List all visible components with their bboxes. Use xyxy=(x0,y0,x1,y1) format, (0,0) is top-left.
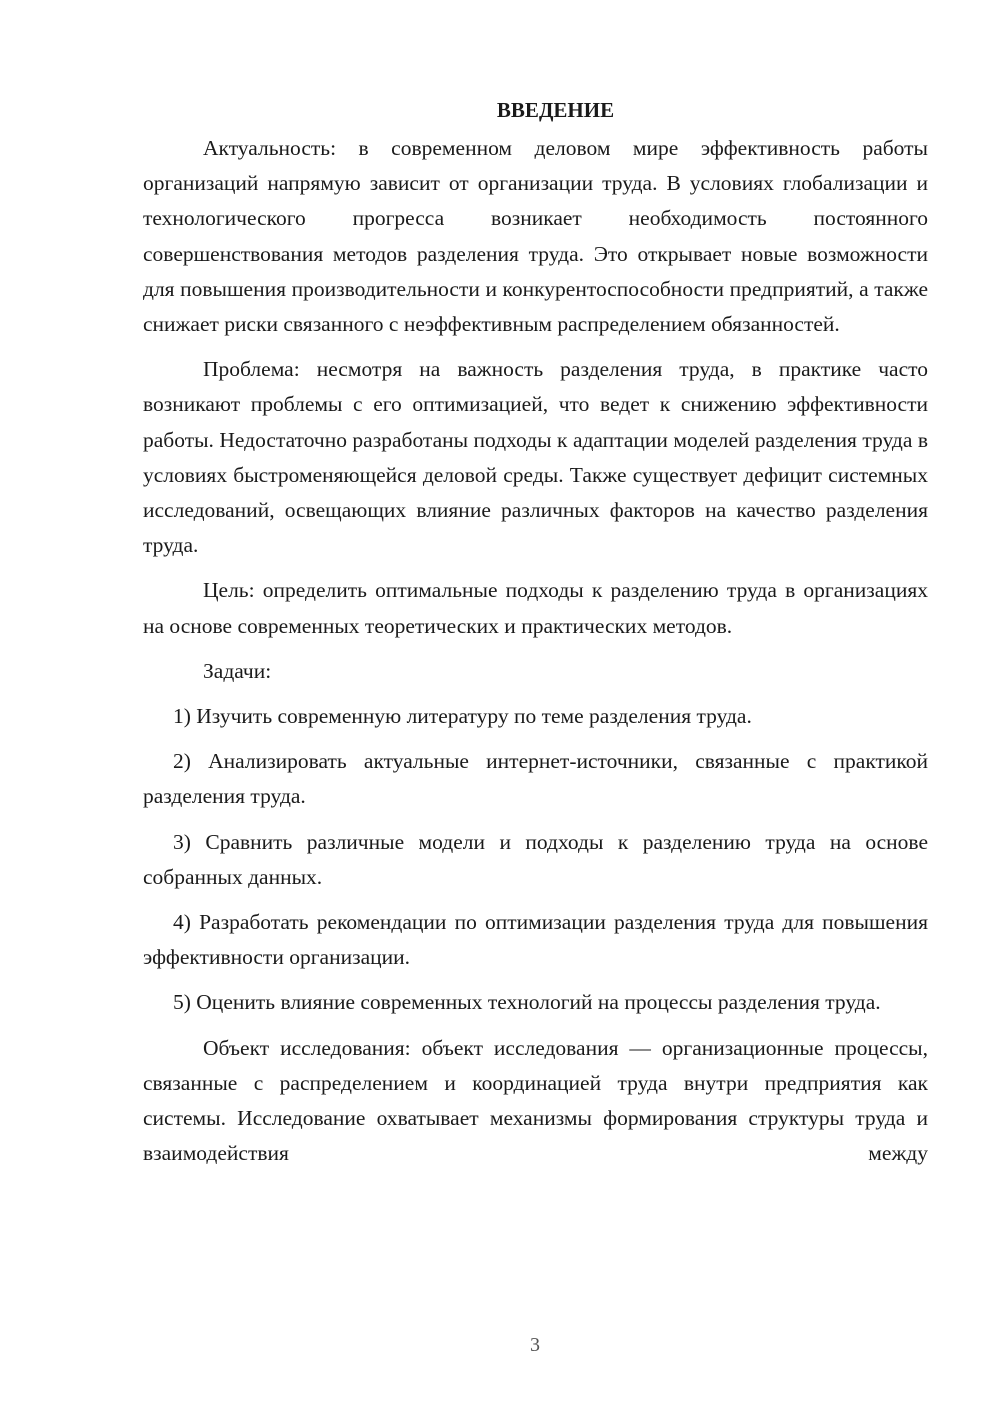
task-item: 5) Оценить влияние современных технологий на процессы разделения труда. xyxy=(173,990,881,1015)
task-item: 4) Разработать рекомендации по оптимизации разделения труда для повышения эффективности организации. xyxy=(143,910,928,970)
page-number: 3 xyxy=(530,1334,540,1356)
tasks-label: Задачи: xyxy=(203,658,272,683)
page-content xyxy=(143,95,928,1181)
tasks-list xyxy=(143,699,928,1021)
paragraph-relevance: Актуальность: в современном деловом мире эффективность работы организаций напрямую зависит от организации труда. В условиях глобализации и технологического прогресса возникает необходимость постоянного совершенствования методов разделения труда. Это открывает новые возможности для повышения производительности и конкурентоспособности предприятий, а также снижает риски связанного с неэффективным распределением обязанностей. xyxy=(143,136,928,337)
paragraph-object: Объект исследования: объект исследования — организационные процессы, связанные с распределением и координацией труда внутри предприятия как системы. Исследование охватывает механизмы формирования структуры труда и взаимодействия между xyxy=(143,1035,928,1166)
section-title: ВВЕДЕНИЕ xyxy=(496,98,615,122)
paragraph-goal: Цель: определить оптимальные подходы к разделению труда в организациях на основе современных теоретических и практических методов. xyxy=(143,578,928,638)
task-item: 1) Изучить современную литературу по теме разделения труда. xyxy=(173,704,752,729)
task-item: 2) Анализировать актуальные интернет-источники, связанные с практикой разделения труда. xyxy=(143,749,928,809)
task-item: 3) Сравнить различные модели и подходы к разделению труда на основе собранных данных. xyxy=(143,829,928,889)
paragraph-problem: Проблема: несмотря на важность разделения труда, в практике часто возникают проблемы с его оптимизацией, что ведет к снижению эффективности работы. Недостаточно разработаны подходы к адаптации моделей разделения труда в условиях быстроменяющейся деловой среды. Также существует дефицит системных исследований, освещающих влияние различных факторов на качество разделения труда. xyxy=(143,357,928,558)
